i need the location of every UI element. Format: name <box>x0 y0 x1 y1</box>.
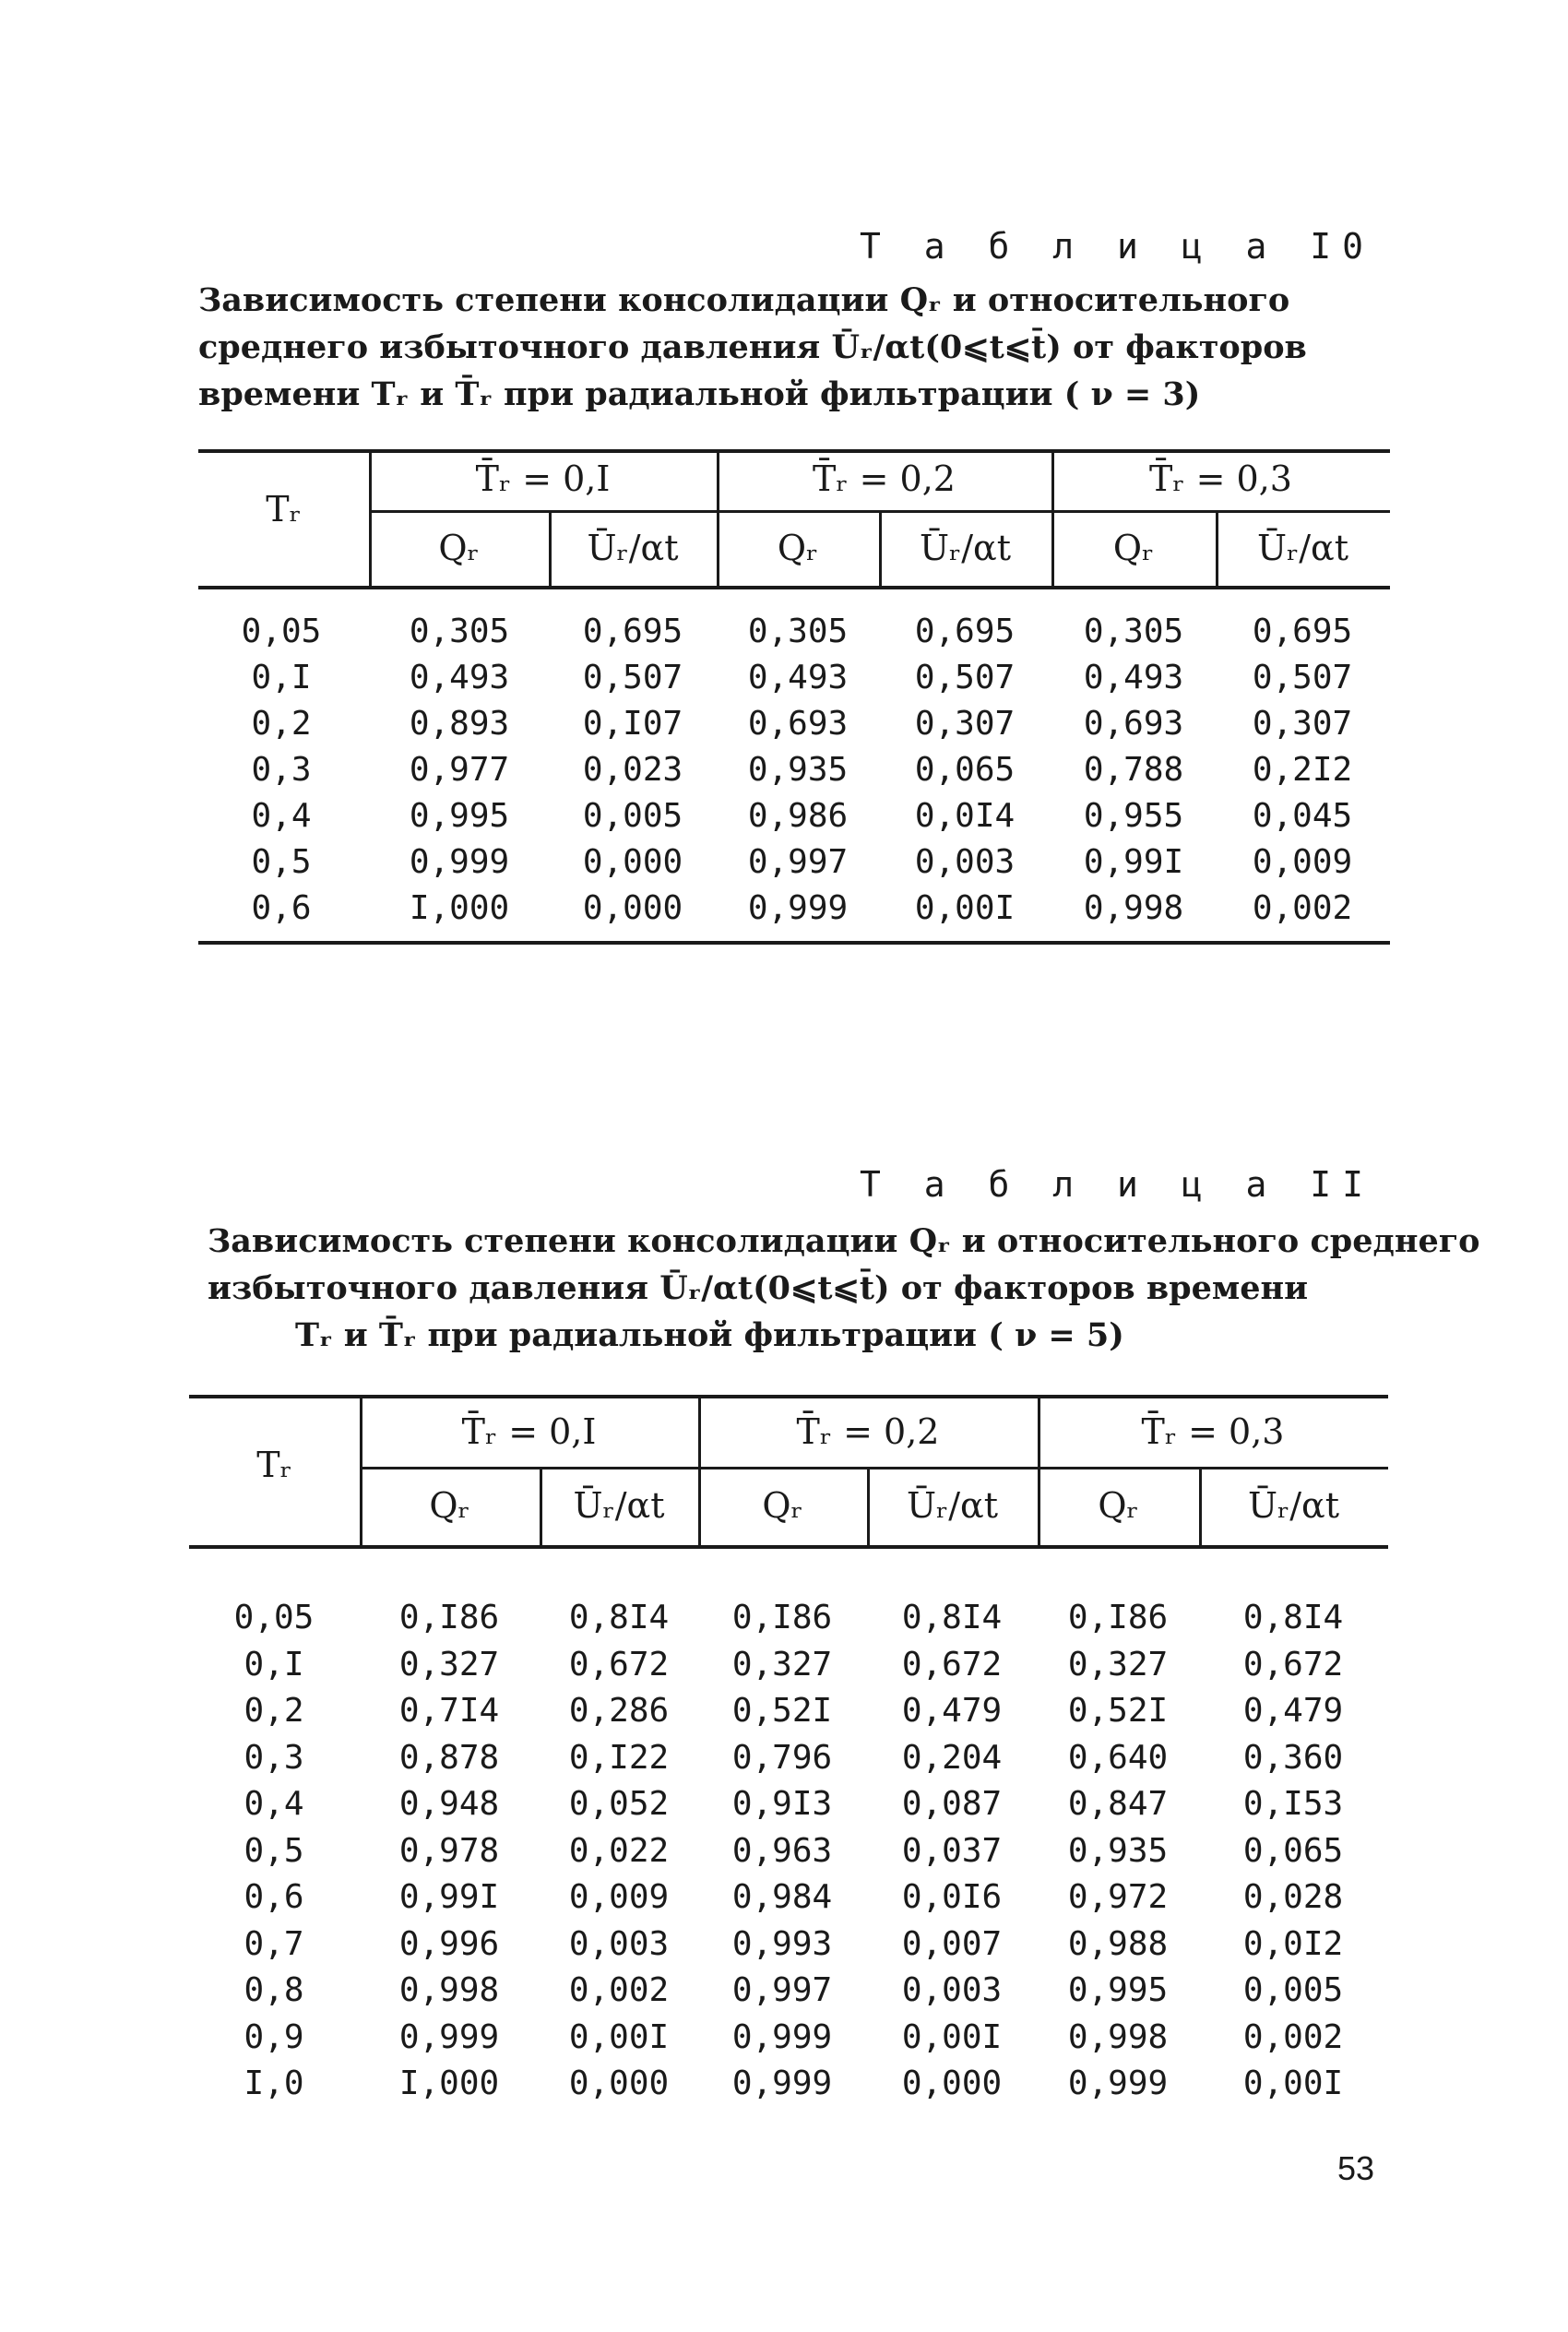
row-label-cell: 0,6 <box>244 1878 304 1916</box>
table-cell: 0,009 <box>1252 843 1353 881</box>
table-cell: 0,988 <box>1067 1924 1169 1963</box>
table-cell: 0,037 <box>901 1831 1003 1870</box>
table-cell: 0,307 <box>914 705 1016 743</box>
row-label-cell: 0,5 <box>244 1831 304 1870</box>
table-cell: 0,796 <box>731 1738 833 1777</box>
table-11-subheader: Qᵣ <box>762 1485 803 1526</box>
table-11-subheader: Qᵣ <box>1098 1485 1139 1526</box>
table-cell: 0,99I <box>398 1878 500 1916</box>
table-cell: 0,005 <box>1242 1971 1344 2009</box>
table-11-subheader: Qᵣ <box>429 1485 470 1526</box>
table-cell: 0,327 <box>731 1645 833 1684</box>
table-cell: 0,948 <box>398 1785 500 1823</box>
table-cell: 0,507 <box>914 659 1016 696</box>
table-cell: 0,999 <box>398 2017 500 2056</box>
table-cell: 0,065 <box>1242 1831 1344 1870</box>
table-cell: 0,003 <box>901 1971 1003 2009</box>
table-cell: 0,I22 <box>568 1738 670 1777</box>
table-11-group-rule <box>360 1467 1388 1469</box>
table-cell: 0,695 <box>582 613 683 650</box>
table-11-subheader: Ūᵣ/αt <box>907 1485 998 1526</box>
page-number: 53 <box>1336 2149 1374 2187</box>
table-cell: 0,052 <box>568 1785 670 1823</box>
table-cell: 0,507 <box>1252 659 1353 696</box>
table-cell: 0,507 <box>582 659 683 696</box>
table-11-group-header: T̄ᵣ = 0,3 <box>1141 1411 1285 1452</box>
table-cell: 0,009 <box>568 1878 670 1916</box>
table-cell: 0,997 <box>731 1971 833 2009</box>
table-10-bottom-rule <box>198 941 1390 945</box>
table-cell: I,000 <box>398 2064 500 2102</box>
table-cell: 0,000 <box>582 889 683 927</box>
table-cell: 0,935 <box>747 751 849 789</box>
table-10-header-rule <box>198 586 1390 589</box>
table-cell: I,000 <box>409 889 510 927</box>
table-cell: 0,0I4 <box>914 797 1016 835</box>
table-cell: 0,99I <box>1083 843 1184 881</box>
table-cell: 0,305 <box>1083 613 1184 650</box>
row-label-cell: 0,6 <box>251 889 312 927</box>
table-cell: 0,672 <box>901 1645 1003 1684</box>
table-cell: 0,999 <box>747 889 849 927</box>
row-label-cell: 0,I <box>251 659 312 696</box>
table-cell: 0,978 <box>398 1831 500 1870</box>
table-cell: 0,065 <box>914 751 1016 789</box>
table-10-number: Т а б л и ц а I0 <box>859 226 1374 267</box>
table-cell: 0,I86 <box>1067 1599 1169 1636</box>
table-cell: 0,993 <box>731 1924 833 1963</box>
table-cell: 0,000 <box>582 843 683 881</box>
table-10-top-rule <box>198 449 1390 453</box>
table-cell: 0,023 <box>582 751 683 789</box>
table-11-caption-line-2: избыточного давления Ūᵣ/αt(0⩽t⩽t̄) от факторов времени <box>208 1269 1309 1307</box>
table-cell: 0,0I2 <box>1242 1924 1344 1963</box>
table-10-group-header: T̄ᵣ = 0,3 <box>1149 458 1292 499</box>
table-10-subheader: Qᵣ <box>777 528 819 568</box>
table-cell: 0,9I3 <box>731 1785 833 1823</box>
table-10-subheader: Ūᵣ/αt <box>920 528 1011 568</box>
table-cell: 0,995 <box>409 797 510 835</box>
table-cell: 0,963 <box>731 1831 833 1870</box>
table-cell: 0,002 <box>1252 889 1353 927</box>
table-cell: 0,493 <box>409 659 510 696</box>
table-11-caption-line-1: Зависимость степени консолидации Qᵣ и относительного среднего <box>208 1222 1480 1260</box>
table-11-number: Т а б л и ц а II <box>859 1164 1374 1205</box>
table-11-group-header: T̄ᵣ = 0,I <box>461 1411 597 1452</box>
table-cell: 0,847 <box>1067 1785 1169 1823</box>
table-cell: 0,695 <box>914 613 1016 650</box>
table-cell: 0,007 <box>901 1924 1003 1963</box>
table-10-caption-line-2: среднего избыточного давления Ūᵣ/αt(0⩽t⩽t̄) от факторов <box>198 328 1307 366</box>
table-cell: 0,893 <box>409 705 510 743</box>
table-cell: 0,360 <box>1242 1738 1344 1777</box>
table-cell: 0,493 <box>747 659 849 696</box>
table-cell: 0,977 <box>409 751 510 789</box>
table-cell: 0,2I2 <box>1252 751 1353 789</box>
row-label-cell: 0,5 <box>251 843 312 881</box>
table-cell: 0,935 <box>1067 1831 1169 1870</box>
table-cell: 0,8I4 <box>568 1599 670 1636</box>
table-cell: 0,002 <box>1242 2017 1344 2056</box>
table-cell: 0,693 <box>1083 705 1184 743</box>
table-cell: 0,7I4 <box>398 1692 500 1730</box>
table-cell: 0,045 <box>1252 797 1353 835</box>
row-label-cell: 0,3 <box>251 751 312 789</box>
table-cell: 0,00I <box>1242 2064 1344 2102</box>
table-cell: 0,I53 <box>1242 1785 1344 1823</box>
table-cell: 0,286 <box>568 1692 670 1730</box>
table-10-caption-line-3: времени Tᵣ и T̄ᵣ при радиальной фильтрации ( ν = 3) <box>198 375 1201 413</box>
table-cell: 0,999 <box>1067 2064 1169 2102</box>
table-cell: 0,999 <box>731 2017 833 2056</box>
table-cell: 0,999 <box>731 2064 833 2102</box>
table-11-group-header: T̄ᵣ = 0,2 <box>796 1411 940 1452</box>
table-10-group-header: T̄ᵣ = 0,I <box>475 458 611 499</box>
table-cell: 0,788 <box>1083 751 1184 789</box>
row-label-cell: I,0 <box>244 2064 304 2102</box>
table-cell: 0,003 <box>568 1924 670 1963</box>
table-cell: 0,305 <box>747 613 849 650</box>
table-cell: 0,52I <box>1067 1692 1169 1730</box>
table-cell: 0,493 <box>1083 659 1184 696</box>
table-cell: 0,00I <box>901 2017 1003 2056</box>
table-cell: 0,00I <box>914 889 1016 927</box>
table-cell: 0,640 <box>1067 1738 1169 1777</box>
table-11-caption-line-3: Tᵣ и T̄ᵣ при радиальной фильтрации ( ν = 5) <box>295 1316 1124 1354</box>
table-cell: 0,307 <box>1252 705 1353 743</box>
table-cell: 0,972 <box>1067 1878 1169 1916</box>
row-label-cell: 0,05 <box>241 613 322 650</box>
row-label-cell: 0,4 <box>244 1785 304 1823</box>
table-10-subheader: Qᵣ <box>438 528 480 568</box>
table-cell: 0,878 <box>398 1738 500 1777</box>
table-cell: 0,52I <box>731 1692 833 1730</box>
row-label-cell: 0,I <box>244 1645 304 1684</box>
table-cell: 0,984 <box>731 1878 833 1916</box>
table-cell: 0,028 <box>1242 1878 1344 1916</box>
row-label-cell: 0,4 <box>251 797 312 835</box>
table-cell: 0,000 <box>901 2064 1003 2102</box>
table-10-subheader: Ūᵣ/αt <box>587 528 679 568</box>
table-11-top-rule <box>189 1395 1388 1398</box>
table-cell: 0,999 <box>409 843 510 881</box>
table-10-group-header: T̄ᵣ = 0,2 <box>813 458 956 499</box>
table-11-subheader: Ūᵣ/αt <box>1248 1485 1339 1526</box>
row-label-cell: 0,7 <box>244 1924 304 1963</box>
table-cell: 0,955 <box>1083 797 1184 835</box>
table-11-subheader: Ūᵣ/αt <box>573 1485 665 1526</box>
table-10-subheader: Qᵣ <box>1112 528 1155 568</box>
table-cell: 0,672 <box>568 1645 670 1684</box>
table-cell: 0,00I <box>568 2017 670 2056</box>
table-cell: 0,986 <box>747 797 849 835</box>
row-label-cell: 0,05 <box>233 1599 315 1636</box>
table-10-subheader: Ūᵣ/αt <box>1257 528 1348 568</box>
table-cell: 0,479 <box>901 1692 1003 1730</box>
table-11-row-header: Tᵣ <box>256 1445 292 1485</box>
table-cell: 0,I86 <box>398 1599 500 1636</box>
table-cell: 0,087 <box>901 1785 1003 1823</box>
table-cell: 0,8I4 <box>901 1599 1003 1636</box>
table-cell: 0,327 <box>398 1645 500 1684</box>
table-cell: 0,997 <box>747 843 849 881</box>
row-label-cell: 0,2 <box>244 1692 304 1730</box>
table-cell: 0,327 <box>1067 1645 1169 1684</box>
table-cell: 0,I86 <box>731 1599 833 1636</box>
table-cell: 0,022 <box>568 1831 670 1870</box>
table-cell: 0,204 <box>901 1738 1003 1777</box>
table-cell: 0,002 <box>568 1971 670 2009</box>
table-cell: 0,000 <box>568 2064 670 2102</box>
table-cell: 0,305 <box>409 613 510 650</box>
table-cell: 0,0I6 <box>901 1878 1003 1916</box>
table-cell: 0,998 <box>1067 2017 1169 2056</box>
row-label-cell: 0,2 <box>251 705 312 743</box>
table-10-caption-line-1: Зависимость степени консолидации Qᵣ и относительного <box>198 281 1290 319</box>
table-cell: 0,479 <box>1242 1692 1344 1730</box>
table-cell: 0,005 <box>582 797 683 835</box>
row-label-cell: 0,3 <box>244 1738 304 1777</box>
row-label-cell: 0,8 <box>244 1971 304 2009</box>
table-cell: 0,996 <box>398 1924 500 1963</box>
table-cell: 0,8I4 <box>1242 1599 1344 1636</box>
table-cell: 0,003 <box>914 843 1016 881</box>
table-cell: 0,995 <box>1067 1971 1169 2009</box>
table-cell: 0,998 <box>398 1971 500 2009</box>
table-cell: 0,I07 <box>582 705 683 743</box>
table-cell: 0,693 <box>747 705 849 743</box>
table-11-header-rule <box>189 1545 1388 1549</box>
table-cell: 0,998 <box>1083 889 1184 927</box>
table-10-row-header: Tᵣ <box>266 489 302 529</box>
table-cell: 0,695 <box>1252 613 1353 650</box>
table-cell: 0,672 <box>1242 1645 1344 1684</box>
row-label-cell: 0,9 <box>244 2017 304 2056</box>
